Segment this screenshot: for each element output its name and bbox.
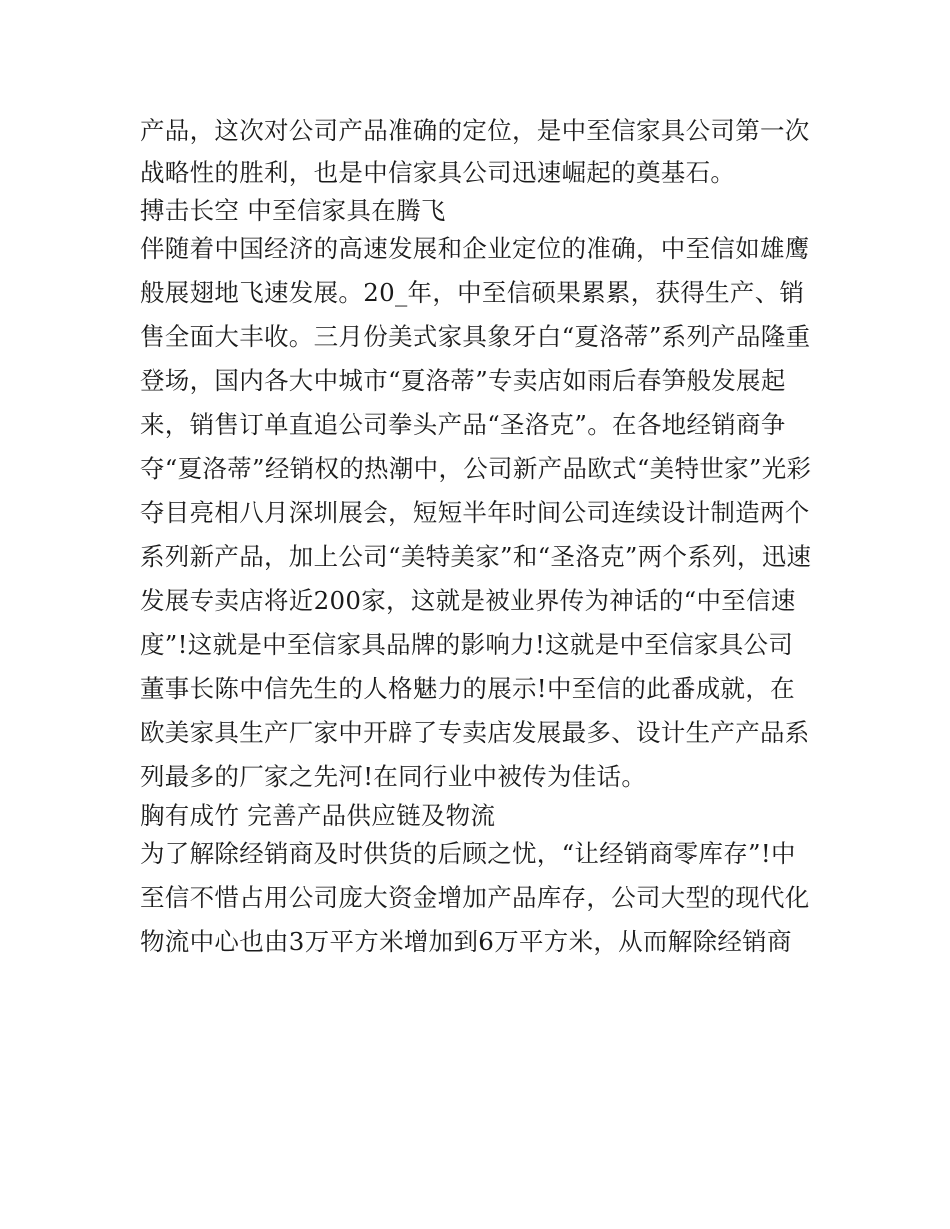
section1-line: 伴随着中国经济的高速发展和企业定位的准确，中至信如雄鹰	[140, 234, 810, 263]
section1-line: 列最多的厂家之先河!在同行业中被传为佳话。	[140, 762, 647, 791]
section1-line: 售全面大丰收。三月份美式家具象牙白“夏洛蒂”系列产品隆重	[140, 322, 811, 351]
section1-line: 欧美家具生产厂家中开辟了专卖店发展最多、设计生产产品系	[140, 718, 810, 747]
section-heading-2: 胸有成竹 完善产品供应链及物流	[140, 801, 496, 830]
section2-line: 物流中心也由3万平方米增加到6万平方米，从而解除经销商	[140, 927, 792, 956]
intro-line-1: 产品，这次对公司产品准确的定位，是中至信家具公司第一次	[140, 116, 810, 145]
section1-line: 系列新产品，加上公司“美特美家”和“圣洛克”两个系列，迅速	[140, 542, 812, 571]
section1-line: 夺“夏洛蒂”经销权的热潮中，公司新产品欧式“美特世家”光彩	[140, 454, 812, 483]
section1-line: 发展专卖店将近200家，这就是被业界传为神话的“中至信速	[140, 586, 796, 615]
document-body	[140, 110, 820, 964]
intro-line-2: 战略性的胜利，也是中信家具公司迅速崛起的奠基石。	[140, 158, 736, 187]
section1-line: 登场，国内各大中城市“夏洛蒂”专卖店如雨后春笋般发展起	[140, 366, 786, 395]
section1-line: 般展翅地飞速发展。20_年，中至信硕果累累，获得生产、销	[140, 278, 805, 307]
section2-line: 至信不惜占用公司庞大资金增加产品库存，公司大型的现代化	[140, 883, 810, 912]
section1-line: 夺目亮相八月深圳展会，短短半年时间公司连续设计制造两个	[140, 498, 810, 527]
section1-line: 来，销售订单直追公司拳头产品“圣洛克”。在各地经销商争	[140, 410, 786, 439]
section1-line: 度”!这就是中至信家具品牌的影响力!这就是中至信家具公司	[140, 630, 794, 659]
section1-line: 董事长陈中信先生的人格魅力的展示!中至信的此番成就，在	[140, 674, 795, 703]
section-heading-1: 搏击长空 中至信家具在腾飞	[140, 196, 446, 225]
section2-line: 为了解除经销商及时供货的后顾之忧，“让经销商零库存”!中	[140, 839, 796, 868]
